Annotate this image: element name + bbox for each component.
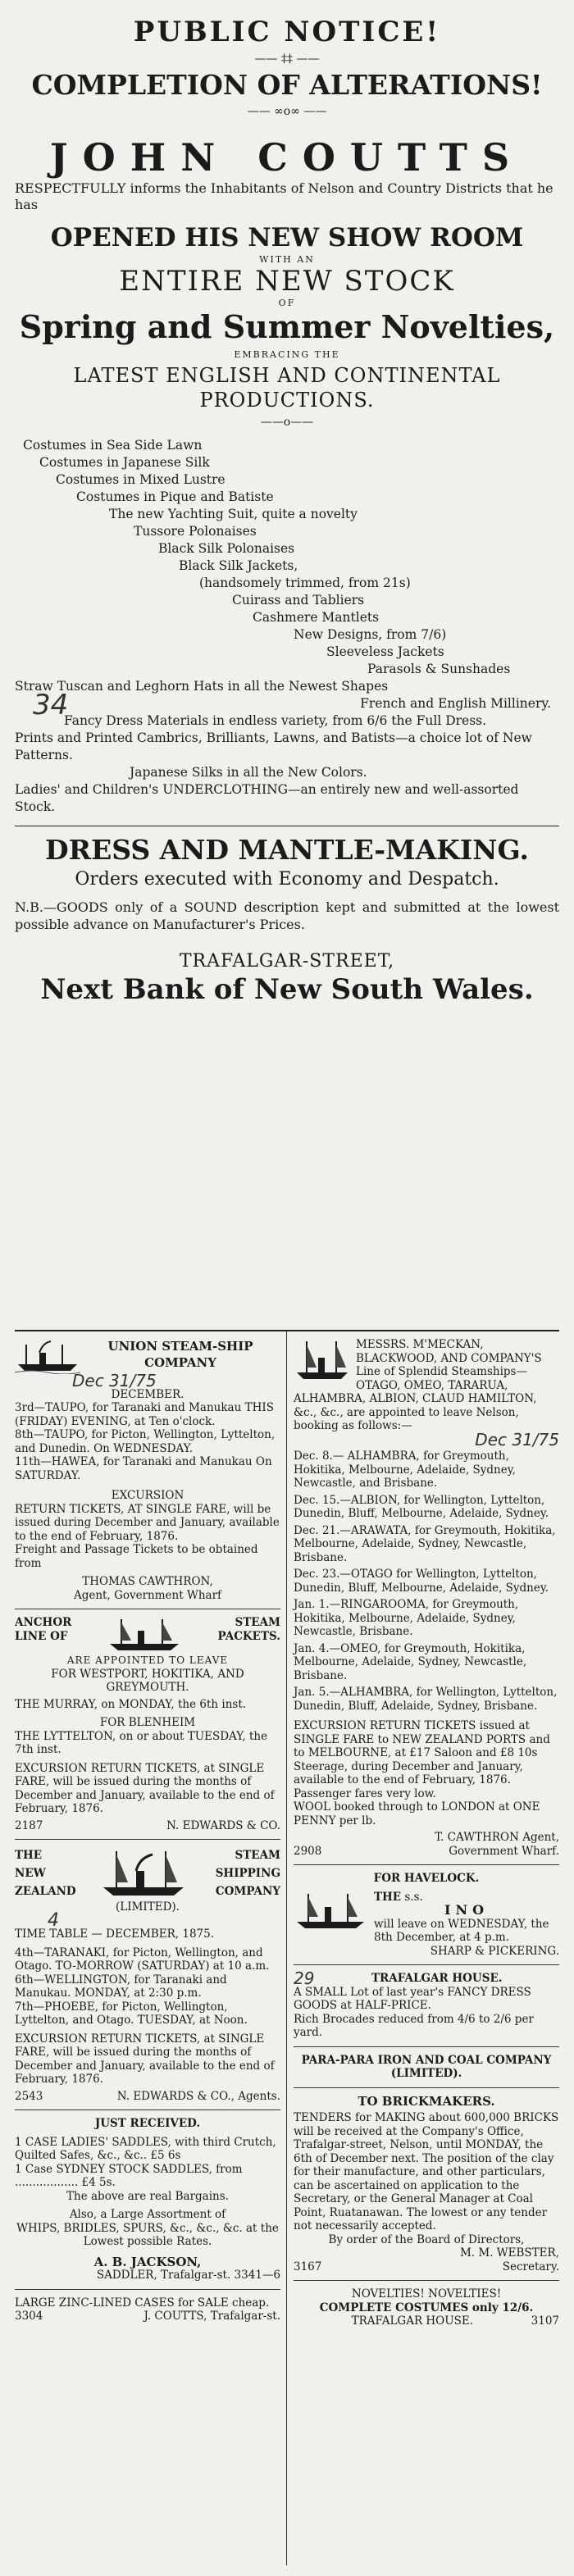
steamship-icon: [294, 1338, 351, 1384]
nzsc-footer: [15, 2090, 280, 2104]
stock-list: [15, 437, 559, 816]
excursion-text: EXCURSION RETURN TICKETS issued at SINGLE FARE to NEW ZEALAND PORTS and to MELBOURNE, at £17 Saloon and £8 10s Steerage, during December and January, available to the end of February, 1876.: [294, 1719, 550, 1786]
list-item: French and English Millinery.: [360, 696, 551, 711]
para-para-ad: [294, 2054, 559, 2274]
divider: [294, 2087, 559, 2088]
list-item: 4th—TARANAKI, for Picton, Wellington, and Otago. TO-MORROW (SATURDAY) at 10 a.m.: [15, 1946, 270, 1973]
appointed-text: ARE APPOINTED TO LEAVE: [66, 1654, 229, 1666]
havelock-line: will leave on WEDNESDAY, the 8th December, at 4 p.m.: [374, 1917, 549, 1944]
divider: [294, 2280, 559, 2281]
freight-text: Freight and Passage Tickets to be obtained from: [15, 1543, 258, 1570]
trafalgar-header: [294, 1968, 559, 1988]
public-notice-heading: PUBLIC NOTICE!: [133, 16, 441, 48]
mmeckan-footer: [294, 1845, 559, 1859]
excursion-text: EXCURSION RETURN TICKETS, at SINGLE FARE, will be issued during the months of December and January, available to the end of February, 1876.: [15, 1761, 275, 1815]
divider: [15, 2109, 280, 2110]
entire-stock-heading: ENTIRE NEW STOCK: [119, 265, 455, 298]
respectfully-text: RESPECTFULLY informs the Inhabitants of Nelson and Country Districts that he has: [15, 180, 554, 212]
limited-text: (LIMITED).: [116, 1900, 180, 1914]
trafalgar-house-ad: [294, 1968, 559, 2040]
nz-shipping-ad: [15, 1846, 280, 2103]
wool-text: WOOL booked through to LONDON at ONE PENNY per lb.: [294, 1800, 540, 1827]
saddler-name: A. B. JACKSON,: [93, 2254, 202, 2269]
divider: [15, 1839, 280, 1840]
agent-name: N. EDWARDS & CO.: [166, 1818, 280, 1832]
novelties-head: NOVELTIES! NOVELTIES!: [351, 2287, 502, 2301]
havelock-body: [294, 1891, 559, 1945]
divider: [294, 1864, 559, 1865]
advertiser-name: J. COUTTS, Trafalgar-st.: [144, 2310, 280, 2323]
jackson-saddler-ad: [15, 2117, 280, 2282]
opened-heading: OPENED HIS NEW SHOW ROOM: [50, 223, 524, 253]
left-column: [15, 1331, 280, 2565]
list-item: Dec. 15.—ALBION, for Wellington, Lyttelton, Dunedin, Bluff, Melbourne, Adelaide, Sydney.: [294, 1493, 549, 1520]
list-item: Dec. 8.— ALHAMBRA, for Greymouth, Hokitika, Melbourne, Adelaide, Sydney, Newcastle, and Brisbane.: [294, 1450, 516, 1490]
list-item: 1 Case SYDNEY STOCK SADDLES, from .................. £4 5s.: [15, 2162, 243, 2189]
agent-name: T. CAWTHRON Agent,: [435, 1831, 559, 1844]
lyttelton-text: THE LYTTELTON, on or about TUESDAY, the 7th inst.: [15, 1729, 268, 1756]
spring-summer-heading: Spring and Summer Novelties,: [19, 308, 555, 345]
list-item: Prints and Printed Cambrics, Brilliants, Lawns, and Batists—a choice lot of New Patterns.: [15, 730, 532, 762]
steamship-icon: [15, 1338, 80, 1374]
nzsc-title-left: THE NEW ZEALAND: [15, 1849, 76, 1898]
agent-name: SHARP & PICKERING.: [430, 1944, 559, 1958]
nzsc-header: [15, 1846, 280, 1900]
zinc-cases-ad: [15, 2296, 280, 2323]
brickmakers-head: TO BRICKMAKERS.: [358, 2093, 495, 2109]
para-para-body: TENDERS for MAKING about 600,000 BRICKS will be received at the Company's Office, Trafalgar-street, Nelson, until MONDAY, the 6th of December next. The position of the clay for their manufacture, and other particulars, can be ascertained on application to the Secretary, or the General Manager at Coal Point, Ruatanawan. The lowest or any tender not necessarily accepted.: [294, 2111, 559, 2232]
list-item: 3rd—TAUPO, for Taranaki and Manukau THIS (FRIDAY) EVENING, at Ten o'clock.: [15, 1401, 274, 1428]
list-item: Jan. 4.—OMEO, for Greymouth, Hokitika, Melbourne, Adelaide, Sydney, Newcastle, Brisbane.: [294, 1641, 527, 1682]
right-column: [294, 1331, 559, 2565]
excursion-head: EXCURSION: [111, 1489, 184, 1502]
agent-role: Government Wharf.: [449, 1844, 559, 1858]
anchor-header: [15, 1616, 280, 1654]
list-item: Parasols & Sunshades: [367, 662, 511, 676]
zinc-footer: [15, 2310, 280, 2323]
handwritten-date: Dec 31/75: [475, 1429, 559, 1450]
latest-productions-heading: LATEST ENGLISH AND CONTINENTAL PRODUCTIONS.: [73, 364, 501, 412]
proprietor-name: JOHN COUTTS: [49, 135, 525, 180]
with-an-text: WITH AN: [259, 254, 315, 265]
list-item: Jan. 1.—RINGAROOMA, for Greymouth, Hokitika, Melbourne, Adelaide, Sydney, Newcastle, Brisbane.: [294, 1598, 519, 1638]
agent-role: Agent, Government Wharf: [73, 1588, 222, 1602]
also-text: Also, a Large Assortment of: [69, 2208, 226, 2221]
zinc-text: LARGE ZINC-LINED CASES for SALE cheap.: [15, 2296, 270, 2310]
list-item: 8th—TAUPO, for Picton, Wellington, Lyttelton, and Dunedin. On WEDNESDAY.: [15, 1428, 276, 1455]
steamship-icon: [294, 1891, 367, 1933]
anchor-footer: [15, 1819, 280, 1833]
bank-heading: Next Bank of New South Wales.: [40, 973, 534, 1006]
trafalgar-head: TRAFALGAR HOUSE.: [371, 1972, 503, 1985]
costumes-line: COMPLETE COSTUMES only 12/6.: [319, 2301, 534, 2314]
anchor-line-ad: [15, 1616, 280, 1832]
list-item: Costumes in Pique and Batiste: [76, 489, 274, 504]
ad-number: 2908: [294, 1844, 322, 1858]
ad-number: 3167: [294, 2260, 322, 2273]
para-para-footer: [294, 2260, 559, 2274]
timetable-head: TIME TABLE — DECEMBER, 1875.: [15, 1927, 214, 1941]
list-item: Dec. 21.—ARAWATA, for Greymouth, Hokitika, Melbourne, Adelaide, Sydney, Newcastle, Brisbane.: [294, 1523, 556, 1564]
blenheim-head: FOR BLENHEIM: [99, 1716, 196, 1729]
divider: [294, 2046, 559, 2047]
ad-number: 3107: [531, 2314, 559, 2328]
of-text: OF: [278, 298, 296, 308]
list-item: Dec. 23.—OTAGO for Wellington, Lyttelton, Dunedin, Bluff, Melbourne, Adelaide, Sydney.: [294, 1568, 549, 1595]
embracing-text: EMBRACING THE: [234, 349, 340, 360]
list-item: Jan. 5.—ALHAMBRA, for Wellington, Lyttelton, Dunedin, Bluff, Adelaide, Sydney, Brisbane.: [294, 1686, 558, 1713]
house-name: TRAFALGAR HOUSE.: [351, 2314, 474, 2328]
anchor-title: ANCHOR LINE OF: [15, 1616, 72, 1643]
list-item: The new Yachting Suit, quite a novelty: [109, 507, 358, 521]
list-item: Tussore Polonaises: [134, 524, 257, 539]
novelties-ad: [294, 2287, 559, 2328]
column-divider: [286, 1331, 287, 2565]
trafalgar-body: A SMALL Lot of last year's FANCY DRESS GOODS at HALF-PRICE.: [294, 1985, 531, 2012]
anchor-title-right: STEAM PACKETS.: [217, 1616, 280, 1643]
list-item: (handsomely trimmed, from 21s): [199, 576, 411, 590]
saddler-address: SADDLER, Trafalgar-st. 3341—6: [96, 2269, 280, 2282]
list-item: 6th—WELLINGTON, for Taranaki and Manukau. MONDAY, at 2:30 p.m.: [15, 1973, 227, 2000]
list-item: 1 CASE LADIES' SADDLES, with third Crutch, Quilted Safes, &c., &c.. £5 6s: [15, 2135, 276, 2162]
street-heading: TRAFALGAR-STREET,: [179, 951, 395, 972]
havelock-head: FOR HAVELOCK.: [373, 1872, 480, 1885]
list-item: Cashmere Mantlets: [253, 610, 380, 625]
union-month: DECEMBER.: [111, 1387, 184, 1401]
list-item: Black Silk Jackets,: [179, 558, 298, 573]
list-item: Cuirass and Tabliers: [232, 593, 365, 608]
handwritten-mark: 4: [48, 1909, 59, 1931]
list-item: Black Silk Polonaises: [158, 541, 295, 556]
order-text: By order of the Board of Directors,: [328, 2232, 525, 2246]
list-item: 7th—PHOEBE, for Picton, Wellington, Lyttelton, and Otago. TUESDAY, at Noon.: [15, 2000, 248, 2027]
ornament-divider: ——o——: [260, 416, 314, 429]
whips-text: WHIPS, BRIDLES, SPURS, &c., &c., &c. at the Lowest possible Rates.: [16, 2221, 279, 2248]
destinations-text: FOR WESTPORT, HOKITIKA, AND GREYMOUTH.: [51, 1667, 244, 1694]
divider: [15, 2289, 280, 2290]
brocade-text: Rich Brocades reduced from 4/6 to 2/6 per yard.: [294, 2012, 534, 2039]
union-steamship-ad: [15, 1338, 280, 1602]
just-received-head: JUST RECEIVED.: [94, 2117, 201, 2130]
havelock-ad: [294, 1872, 559, 1958]
ornament-divider: —— ‡‡ ——: [254, 52, 320, 66]
nzsc-title-right: STEAM SHIPPING COMPANY: [215, 1849, 280, 1898]
orders-text: Orders executed with Economy and Despatch.: [75, 869, 499, 890]
para-para-head: PARA-PARA IRON AND COAL COMPANY (LIMITED).: [301, 2053, 552, 2080]
completion-heading: COMPLETION OF ALTERATIONS!: [31, 69, 543, 101]
secretary-role: Secretary.: [502, 2260, 559, 2273]
list-item: Japanese Silks in all the New Colors.: [130, 765, 367, 780]
handwritten-number: 34: [33, 689, 69, 721]
list-item: Costumes in Mixed Lustre: [56, 472, 226, 487]
list-item: Straw Tuscan and Leghorn Hats in all the Newest Shapes: [15, 679, 389, 694]
excursion-text: EXCURSION RETURN TICKETS, at SINGLE FARE, will be issued during the months of December and January, available to the end of February, 1876.: [15, 2032, 275, 2086]
steamship-icon: [105, 1616, 184, 1654]
handwritten-date: Dec 31/75: [72, 1371, 157, 1390]
list-item: Fancy Dress Materials in endless variety, from 6/6 the Full Dress.: [64, 713, 487, 728]
union-header: [15, 1338, 280, 1374]
agent-name: THOMAS CAWTHRON,: [82, 1575, 213, 1588]
murray-text: THE MURRAY, on MONDAY, the 6th inst.: [15, 1697, 247, 1711]
ornament-divider: —— ∞o∞ ——: [247, 105, 327, 118]
bargains-text: The above are real Bargains.: [66, 2189, 229, 2203]
havelock-details: [367, 1891, 559, 1945]
havelock-ship-line: THE s.s.: [374, 1890, 423, 1904]
list-item: Sleeveless Jackets: [326, 644, 444, 659]
ad-number: 2543: [15, 2089, 43, 2103]
ad-number: 3304: [15, 2310, 43, 2323]
list-item: Ladies' and Children's UNDERCLOTHING—an entirely new and well-assorted Stock.: [15, 782, 519, 814]
ship-name: INO: [444, 1902, 490, 1918]
list-item: 11th—HAWEA, for Taranaki and Manukau On SATURDAY.: [15, 1455, 272, 1482]
excursion-text: RETURN TICKETS, AT SINGLE FARE, will be issued during December and January, available to the end of February, 1876.: [15, 1502, 280, 1543]
ad-number: 2187: [15, 1818, 43, 1832]
steamship-icon: [98, 1846, 189, 1900]
handwritten-number: 29: [294, 1968, 315, 1988]
agent-name: N. EDWARDS & CO., Agents.: [116, 2089, 280, 2103]
nb-text: N.B.—GOODS only of a SOUND description kept and submitted at the lowest possible advance on Manufacturer's Prices.: [15, 899, 559, 932]
divider: [294, 1964, 559, 1965]
secretary-name: M. M. WEBSTER,: [459, 2246, 559, 2260]
list-item: New Designs, from 7/6): [294, 627, 447, 642]
dress-mantle-heading: DRESS AND MANTLE-MAKING.: [45, 834, 529, 866]
ads-columns: [15, 1330, 559, 2565]
novelties-footer: [294, 2314, 559, 2328]
list-item: Costumes in Japanese Silk: [39, 455, 210, 470]
list-item: Costumes in Sea Side Lawn: [23, 438, 203, 453]
union-title: UNION STEAM-SHIP COMPANY: [107, 1339, 253, 1370]
mmeckan-ad: [294, 1338, 559, 1858]
mmeckan-intro: MESSRS. M'MECKAN, BLACKWOOD, AND COMPANY'S Line of Splendid Steamships—OTAGO, OMEO, TARARUA, ALHAMBRA, ALBION, CLAUD HAMILTON, &c., &c., are appointed to leave Nelson, booking as follows:—: [294, 1338, 542, 1432]
fares-text: Passenger fares very low.: [294, 1786, 436, 1800]
